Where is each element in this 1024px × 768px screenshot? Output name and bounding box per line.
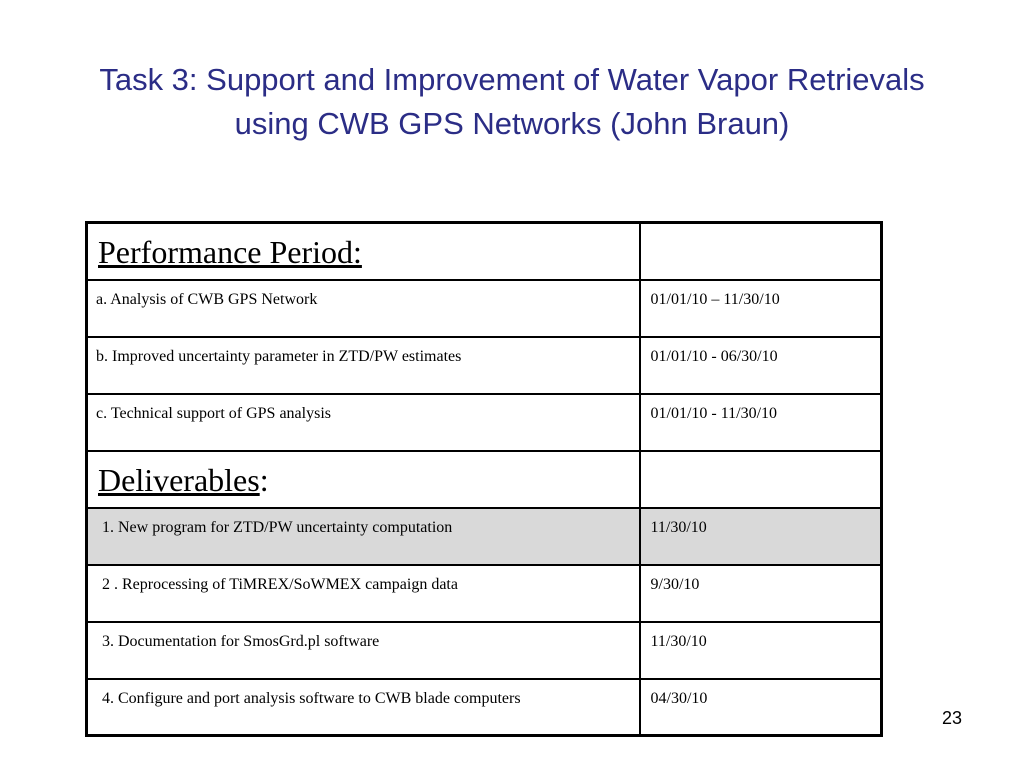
- task-cell: 2 . Reprocessing of TiMREX/SoWMEX campaign data: [87, 565, 640, 622]
- table-row: [87, 679, 882, 736]
- task-cell: b. Improved uncertainty parameter in ZTD/PW estimates: [87, 337, 640, 394]
- task-cell: 4. Configure and port analysis software to CWB blade computers: [87, 679, 640, 736]
- date-cell: 11/30/10: [640, 508, 882, 565]
- task-cell: a. Analysis of CWB GPS Network: [87, 280, 640, 337]
- slide-title-line-1: Task 3: Support and Improvement of Water Vapor Retrievals: [99, 62, 925, 97]
- table-row: [87, 280, 882, 337]
- performance-period-header-cell: [87, 223, 640, 280]
- table-row: [87, 622, 882, 679]
- date-cell: 01/01/10 – 11/30/10: [640, 280, 882, 337]
- schedule-table: [85, 221, 883, 737]
- date-cell: 9/30/10: [640, 565, 882, 622]
- performance-period-header-row: [87, 223, 882, 280]
- table-row: [87, 394, 882, 451]
- slide-title-line-2: using CWB GPS Networks (John Braun): [234, 106, 790, 141]
- page-number: 23: [941, 708, 962, 728]
- table-row: [87, 337, 882, 394]
- deliverables-header-cell: [87, 451, 640, 508]
- table-row: [87, 565, 882, 622]
- task-cell: 1. New program for ZTD/PW uncertainty computation: [87, 508, 640, 565]
- slide-title: [30, 58, 994, 146]
- date-cell: 01/01/10 - 11/30/10: [640, 394, 882, 451]
- deliverables-heading: Deliverables: [98, 461, 260, 498]
- date-cell: 04/30/10: [640, 679, 882, 736]
- date-cell: 01/01/10 - 06/30/10: [640, 337, 882, 394]
- deliverables-empty-cell: [640, 451, 882, 508]
- task-cell: c. Technical support of GPS analysis: [87, 394, 640, 451]
- performance-period-empty-cell: [640, 223, 882, 280]
- deliverables-header-row: [87, 451, 882, 508]
- performance-period-heading: Performance Period:: [98, 234, 362, 270]
- task-cell: 3. Documentation for SmosGrd.pl software: [87, 622, 640, 679]
- date-cell: 11/30/10: [640, 622, 882, 679]
- deliverables-colon: :: [259, 461, 269, 498]
- table-row: [87, 508, 882, 565]
